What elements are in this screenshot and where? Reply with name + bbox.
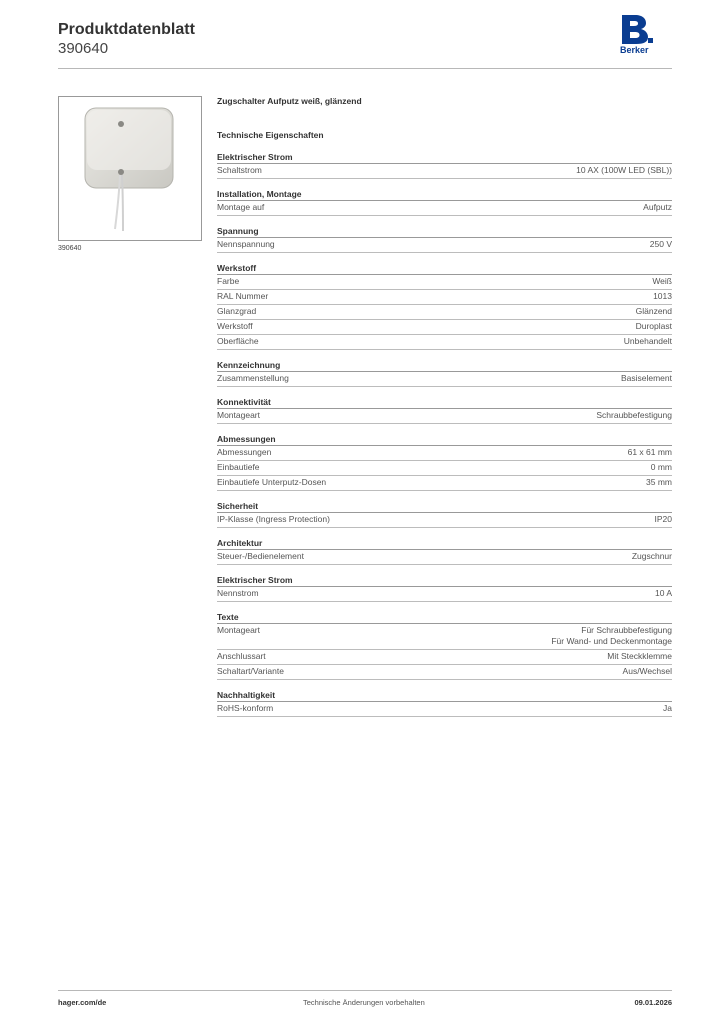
property-row: [217, 372, 672, 387]
property-row: [217, 476, 672, 491]
property-label: Schaltstrom: [217, 165, 262, 175]
property-row: [217, 290, 672, 305]
property-section: [217, 690, 672, 717]
property-value: 1013: [653, 291, 672, 301]
product-photo-icon: [59, 97, 201, 240]
property-label: IP-Klasse (Ingress Protection): [217, 514, 330, 524]
property-label: RAL Nummer: [217, 291, 269, 301]
property-value: Duroplast: [635, 321, 672, 331]
berker-logo: [620, 14, 654, 58]
property-value: Schraubbefestigung: [596, 410, 672, 420]
image-caption: 390640: [58, 245, 82, 252]
property-label: Oberfläche: [217, 336, 259, 346]
property-value: Aufputz: [643, 202, 672, 212]
property-value: 10 A: [654, 588, 672, 598]
header-divider: [58, 68, 672, 69]
section-title: Nachhaltigkeit: [217, 690, 672, 702]
property-value: Ja: [663, 703, 672, 713]
page-title: Produktdatenblatt: [58, 21, 195, 38]
property-label: Farbe: [217, 276, 240, 286]
property-label: Abmessungen: [217, 447, 272, 457]
property-value: Weiß: [652, 276, 672, 286]
property-label: RoHS-konform: [217, 703, 274, 713]
section-title: Architektur: [217, 538, 672, 550]
property-value: IP20: [654, 514, 672, 524]
product-image: [58, 96, 202, 241]
footer-notice: Technische Änderungen vorbehalten: [303, 998, 425, 1007]
property-row: [217, 550, 672, 565]
property-row: [217, 164, 672, 179]
property-row: [217, 201, 672, 216]
property-label: Montageart: [217, 410, 260, 420]
product-number: 390640: [58, 40, 109, 57]
property-label: Montage auf: [217, 202, 265, 212]
property-value: Aus/Wechsel: [622, 666, 672, 676]
property-section: [217, 575, 672, 602]
property-section: [217, 189, 672, 216]
property-sections: [217, 152, 672, 717]
property-section: [217, 360, 672, 387]
property-row: [217, 320, 672, 335]
property-label: Nennstrom: [217, 588, 259, 598]
property-value: 0 mm: [650, 462, 672, 472]
property-label: Schaltart/Variante: [217, 666, 284, 676]
footer-divider: [58, 990, 672, 991]
property-label: Nennspannung: [217, 239, 275, 249]
section-title: Abmessungen: [217, 434, 672, 446]
property-row: [217, 446, 672, 461]
property-section: [217, 612, 672, 680]
property-label: Anschlussart: [217, 651, 266, 661]
section-title: Sicherheit: [217, 501, 672, 513]
property-section: [217, 152, 672, 179]
property-label: Werkstoff: [217, 321, 253, 331]
section-title: Werkstoff: [217, 263, 672, 275]
property-value: Für Schraubbefestigung Für Wand- und Deckenmontage: [551, 625, 672, 646]
property-row: [217, 305, 672, 320]
section-title: Kennzeichnung: [217, 360, 672, 372]
property-value: Basiselement: [620, 373, 672, 383]
section-title: Spannung: [217, 226, 672, 238]
property-row: [217, 702, 672, 717]
property-value: Zugschnur: [631, 551, 672, 561]
property-label: Montageart: [217, 625, 260, 635]
section-title: Installation, Montage: [217, 189, 672, 201]
property-label: Einbautiefe Unterputz-Dosen: [217, 477, 327, 487]
technical-properties-title: Technische Eigenschaften: [217, 130, 324, 140]
property-value: 10 AX (100W LED (SBL)): [576, 165, 672, 175]
section-title: Konnektivität: [217, 397, 672, 409]
property-label: Steuer-/Bedienelement: [217, 551, 304, 561]
page-header: [58, 20, 672, 68]
property-value: Mit Steckklemme: [607, 651, 672, 661]
logo-text: Berker: [620, 45, 649, 55]
footer-website: hager.com/de: [58, 998, 107, 1007]
footer-date: 09.01.2026: [634, 998, 672, 1007]
property-value: 61 x 61 mm: [627, 447, 672, 457]
property-section: [217, 434, 672, 491]
property-row: [217, 409, 672, 424]
property-section: [217, 397, 672, 424]
property-row: [217, 624, 672, 650]
property-section: [217, 263, 672, 350]
property-value: Glänzend: [635, 306, 672, 316]
property-row: [217, 238, 672, 253]
property-value: Unbehandelt: [623, 336, 672, 346]
property-label: Glanzgrad: [217, 306, 257, 316]
property-row: [217, 275, 672, 290]
property-label: Zusammenstellung: [217, 373, 289, 383]
property-value: 250 V: [649, 239, 672, 249]
section-title: Elektrischer Strom: [217, 152, 672, 164]
property-label: Einbautiefe: [217, 462, 260, 472]
property-section: [217, 226, 672, 253]
property-row: [217, 461, 672, 476]
property-row: [217, 513, 672, 528]
datasheet-content: [217, 96, 672, 727]
property-value: 35 mm: [646, 477, 672, 487]
product-title: Zugschalter Aufputz weiß, glänzend: [217, 96, 362, 106]
berker-b-icon: [620, 14, 654, 44]
property-section: [217, 538, 672, 565]
property-row: [217, 587, 672, 602]
property-row: [217, 650, 672, 665]
section-title: Elektrischer Strom: [217, 575, 672, 587]
property-row: [217, 335, 672, 350]
property-row: [217, 665, 672, 680]
section-title: Texte: [217, 612, 672, 624]
property-section: [217, 501, 672, 528]
